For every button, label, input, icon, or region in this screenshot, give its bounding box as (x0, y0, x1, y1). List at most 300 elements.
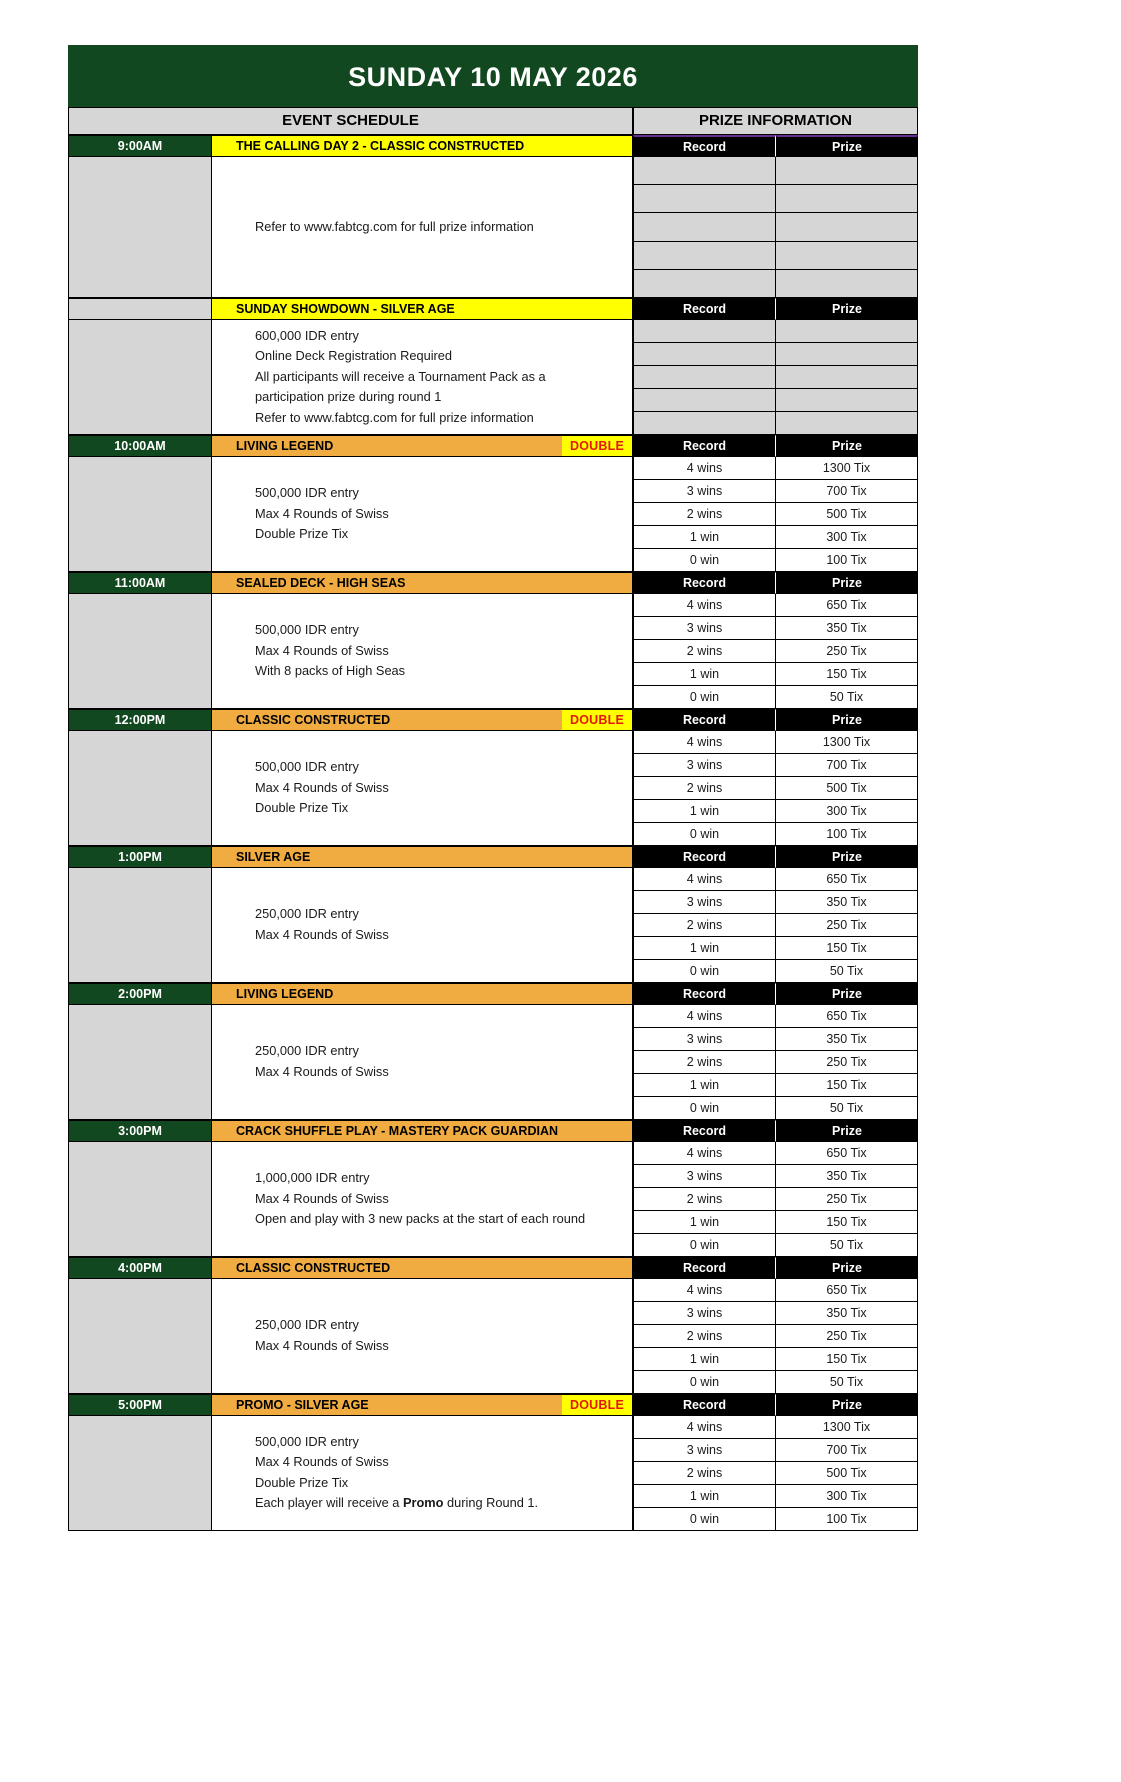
event-description-line: With 8 packs of High Seas (255, 663, 406, 679)
event-description (211, 868, 633, 983)
prize-row (633, 389, 918, 412)
event-body (68, 1279, 633, 1394)
event-schedule-cell (68, 983, 633, 1120)
events-container (68, 135, 918, 1531)
prize-table-header (633, 1120, 918, 1142)
prize-row (633, 754, 918, 777)
prize-row (633, 1462, 918, 1485)
record-value (633, 213, 776, 241)
record-value (633, 389, 776, 412)
prize-row (633, 868, 918, 891)
record-value: 4 wins (633, 868, 776, 891)
record-value (633, 157, 776, 185)
prize-value (776, 320, 918, 343)
prize-column-header: Prize (776, 1257, 918, 1279)
prize-row (633, 320, 918, 343)
record-column-header: Record (633, 572, 776, 594)
double-prize-badge: DOUBLE (562, 710, 632, 730)
event-time: 5:00PM (68, 1394, 211, 1416)
record-value: 4 wins (633, 1416, 776, 1439)
event-body (68, 594, 633, 709)
event-description-line: Open and play with 3 new packs at the start of each round (255, 1211, 586, 1227)
event-name-banner (211, 435, 633, 457)
prize-value: 500 Tix (776, 503, 918, 526)
event-description-line: All participants will receive a Tournament Pack as a (255, 368, 546, 384)
prize-value: 50 Tix (776, 686, 918, 709)
prize-value: 1300 Tix (776, 1416, 918, 1439)
event-description (211, 320, 633, 435)
event-description-line: Max 4 Rounds of Swiss (255, 505, 389, 521)
event-time: 4:00PM (68, 1257, 211, 1279)
prize-value: 150 Tix (776, 937, 918, 960)
prize-value: 350 Tix (776, 1028, 918, 1051)
prize-value: 500 Tix (776, 1462, 918, 1485)
record-value: 2 wins (633, 503, 776, 526)
event-description-line: 250,000 IDR entry (255, 906, 359, 922)
prize-value: 50 Tix (776, 1234, 918, 1257)
record-value (633, 412, 776, 435)
record-value: 0 win (633, 960, 776, 983)
record-value: 3 wins (633, 1028, 776, 1051)
prize-row (633, 663, 918, 686)
prize-row (633, 823, 918, 846)
event-time: 10:00AM (68, 435, 211, 457)
event-description (211, 1416, 633, 1531)
record-value: 0 win (633, 1097, 776, 1120)
record-value: 1 win (633, 1211, 776, 1234)
event-description (211, 1142, 633, 1257)
prize-value: 100 Tix (776, 549, 918, 572)
event-time: 3:00PM (68, 1120, 211, 1142)
prize-row (633, 213, 918, 241)
prize-column-header: Prize (776, 435, 918, 457)
record-column-header: Record (633, 135, 776, 157)
prize-value: 250 Tix (776, 1325, 918, 1348)
event-body (68, 320, 633, 435)
prize-value (776, 366, 918, 389)
prize-row (633, 1485, 918, 1508)
event-headline (68, 1394, 633, 1416)
prize-row (633, 1005, 918, 1028)
prize-information-cell (633, 435, 918, 572)
prize-row (633, 1302, 918, 1325)
event-name-label: SEALED DECK - HIGH SEAS (236, 575, 406, 590)
prize-value (776, 213, 918, 241)
event-headline (68, 435, 633, 457)
prize-table-header (633, 709, 918, 731)
prize-row (633, 457, 918, 480)
event-name-banner (211, 1120, 633, 1142)
prize-row (633, 777, 918, 800)
event-time-spacer (68, 1142, 211, 1257)
event-description-line: Max 4 Rounds of Swiss (255, 1337, 389, 1353)
prize-row (633, 503, 918, 526)
prize-row (633, 1325, 918, 1348)
record-value: 0 win (633, 549, 776, 572)
event-description-line: Max 4 Rounds of Swiss (255, 642, 389, 658)
event-schedule-cell (68, 1257, 633, 1394)
event-description-line: 1,000,000 IDR entry (255, 1170, 370, 1186)
prize-column-header: Prize (776, 846, 918, 868)
record-value: 1 win (633, 526, 776, 549)
record-value (633, 343, 776, 366)
record-column-header: Record (633, 298, 776, 320)
event-time-spacer (68, 457, 211, 572)
prize-value: 100 Tix (776, 1508, 918, 1531)
prize-row (633, 526, 918, 549)
prize-row (633, 891, 918, 914)
event-block (68, 1257, 918, 1394)
event-description-line: Double Prize Tix (255, 800, 349, 816)
event-name-label: CRACK SHUFFLE PLAY - MASTERY PACK GUARDIAN (236, 1123, 559, 1138)
record-value: 4 wins (633, 731, 776, 754)
prize-value: 150 Tix (776, 1211, 918, 1234)
record-value: 2 wins (633, 640, 776, 663)
prize-value: 250 Tix (776, 1188, 918, 1211)
prize-table-header (633, 846, 918, 868)
event-block (68, 572, 918, 709)
event-description-line: 500,000 IDR entry (255, 622, 359, 638)
prize-information-cell (633, 572, 918, 709)
event-body (68, 157, 633, 298)
event-name-label: CLASSIC CONSTRUCTED (236, 1260, 391, 1275)
event-block (68, 1394, 918, 1531)
event-schedule-cell (68, 1120, 633, 1257)
event-headline (68, 135, 633, 157)
prize-table-header (633, 983, 918, 1005)
event-description (211, 1005, 633, 1120)
prize-value: 100 Tix (776, 823, 918, 846)
event-time-spacer (68, 868, 211, 983)
prize-row (633, 800, 918, 823)
event-name-banner (211, 135, 633, 157)
event-name-banner (211, 1257, 633, 1279)
event-block (68, 435, 918, 572)
record-value: 3 wins (633, 480, 776, 503)
prize-value: 1300 Tix (776, 731, 918, 754)
event-time-spacer (68, 320, 211, 435)
prize-row (633, 1234, 918, 1257)
prize-value: 700 Tix (776, 1439, 918, 1462)
event-time: 9:00AM (68, 135, 211, 157)
prize-column-header: Prize (776, 709, 918, 731)
event-name-label: THE CALLING DAY 2 - CLASSIC CONSTRUCTED (236, 139, 525, 153)
prize-value: 150 Tix (776, 1348, 918, 1371)
prize-table-header (633, 572, 918, 594)
event-description-line: Double Prize Tix (255, 1474, 349, 1490)
prize-value: 650 Tix (776, 1005, 918, 1028)
prize-row (633, 1416, 918, 1439)
prize-row (633, 185, 918, 213)
record-value: 4 wins (633, 1142, 776, 1165)
prize-value (776, 242, 918, 270)
prize-value: 350 Tix (776, 617, 918, 640)
event-description-line: Max 4 Rounds of Swiss (255, 1190, 389, 1206)
prize-row (633, 1508, 918, 1531)
prize-row (633, 1371, 918, 1394)
prize-row (633, 1142, 918, 1165)
prize-value: 650 Tix (776, 1142, 918, 1165)
prize-value (776, 343, 918, 366)
prize-information-cell (633, 1394, 918, 1531)
record-value: 3 wins (633, 891, 776, 914)
prize-table-header (633, 435, 918, 457)
event-name-label: PROMO - SILVER AGE (236, 1397, 369, 1412)
event-description-line: Online Deck Registration Required (255, 348, 453, 364)
event-description-line: Refer to www.fabtcg.com for full prize information (255, 409, 534, 425)
event-time (68, 298, 211, 320)
prize-column-header: Prize (776, 1394, 918, 1416)
record-value: 0 win (633, 823, 776, 846)
event-headline (68, 572, 633, 594)
prize-table-header (633, 298, 918, 320)
prize-table-header (633, 135, 918, 157)
event-name-label: SILVER AGE (236, 849, 311, 864)
prize-row (633, 157, 918, 185)
event-schedule-cell (68, 435, 633, 572)
prize-information-cell (633, 983, 918, 1120)
prize-value: 650 Tix (776, 594, 918, 617)
event-body (68, 457, 633, 572)
event-headline (68, 983, 633, 1005)
record-column-header: Record (633, 435, 776, 457)
prize-row (633, 242, 918, 270)
event-description (211, 594, 633, 709)
record-value: 1 win (633, 800, 776, 823)
record-value: 4 wins (633, 1279, 776, 1302)
event-body (68, 1416, 633, 1531)
prize-row (633, 1188, 918, 1211)
event-schedule-cell (68, 1394, 633, 1531)
prize-value: 150 Tix (776, 663, 918, 686)
record-value (633, 366, 776, 389)
event-headline (68, 709, 633, 731)
prize-value: 150 Tix (776, 1074, 918, 1097)
event-description (211, 1279, 633, 1394)
prize-row (633, 1348, 918, 1371)
prize-row (633, 366, 918, 389)
column-header-row (68, 107, 918, 135)
event-description-line: Double Prize Tix (255, 526, 349, 542)
event-time: 2:00PM (68, 983, 211, 1005)
event-body (68, 731, 633, 846)
event-name-banner (211, 1394, 633, 1416)
prize-value: 650 Tix (776, 868, 918, 891)
event-description-line: Max 4 Rounds of Swiss (255, 926, 389, 942)
record-value: 1 win (633, 1074, 776, 1097)
record-value: 1 win (633, 937, 776, 960)
record-value: 1 win (633, 1348, 776, 1371)
prize-row (633, 1051, 918, 1074)
prize-value: 700 Tix (776, 754, 918, 777)
event-body (68, 1005, 633, 1120)
record-column-header: Record (633, 709, 776, 731)
event-time: 12:00PM (68, 709, 211, 731)
prize-row (633, 960, 918, 983)
prize-information-cell (633, 1257, 918, 1394)
prize-value: 300 Tix (776, 800, 918, 823)
record-column-header: Record (633, 846, 776, 868)
prize-row (633, 270, 918, 298)
record-value: 1 win (633, 1485, 776, 1508)
event-body (68, 868, 633, 983)
record-value: 2 wins (633, 1188, 776, 1211)
event-description (211, 157, 633, 298)
event-schedule-cell (68, 709, 633, 846)
record-value: 4 wins (633, 594, 776, 617)
record-column-header: Record (633, 983, 776, 1005)
schedule-sheet (68, 45, 918, 1531)
event-name-label: LIVING LEGEND (236, 986, 334, 1001)
prize-row (633, 1097, 918, 1120)
prize-value: 300 Tix (776, 1485, 918, 1508)
record-value: 0 win (633, 1508, 776, 1531)
prize-row (633, 1211, 918, 1234)
event-description (211, 731, 633, 846)
page-title: SUNDAY 10 MAY 2026 (68, 45, 918, 107)
event-time-spacer (68, 731, 211, 846)
prize-value: 1300 Tix (776, 457, 918, 480)
record-value: 3 wins (633, 754, 776, 777)
record-value: 2 wins (633, 914, 776, 937)
event-headline (68, 1257, 633, 1279)
event-time-spacer (68, 157, 211, 298)
event-name-banner (211, 846, 633, 868)
prize-value: 250 Tix (776, 640, 918, 663)
prize-row (633, 914, 918, 937)
prize-row (633, 549, 918, 572)
record-value: 0 win (633, 686, 776, 709)
event-description-line: Max 4 Rounds of Swiss (255, 779, 389, 795)
prize-information-column-header: PRIZE INFORMATION (633, 107, 918, 135)
prize-value: 650 Tix (776, 1279, 918, 1302)
event-description-line: 500,000 IDR entry (255, 485, 359, 501)
prize-information-cell (633, 1120, 918, 1257)
event-description (211, 457, 633, 572)
record-value (633, 185, 776, 213)
event-block (68, 135, 918, 298)
prize-column-header: Prize (776, 983, 918, 1005)
event-name-banner (211, 298, 633, 320)
event-description-line: participation prize during round 1 (255, 389, 442, 405)
record-value: 4 wins (633, 1005, 776, 1028)
prize-value: 50 Tix (776, 1371, 918, 1394)
prize-row (633, 1439, 918, 1462)
prize-value: 250 Tix (776, 1051, 918, 1074)
prize-value: 500 Tix (776, 777, 918, 800)
event-block (68, 709, 918, 846)
record-value (633, 270, 776, 298)
record-value: 2 wins (633, 1462, 776, 1485)
prize-column-header: Prize (776, 572, 918, 594)
record-column-header: Record (633, 1120, 776, 1142)
event-description-line: 500,000 IDR entry (255, 759, 359, 775)
record-column-header: Record (633, 1257, 776, 1279)
prize-row (633, 412, 918, 435)
event-schedule-cell (68, 572, 633, 709)
prize-value (776, 389, 918, 412)
double-prize-badge: DOUBLE (562, 436, 632, 456)
prize-value (776, 270, 918, 298)
prize-row (633, 1074, 918, 1097)
event-description-line: Each player will receive a Promo during Round 1. (255, 1495, 539, 1511)
prize-row (633, 1028, 918, 1051)
event-time: 11:00AM (68, 572, 211, 594)
event-name-label: CLASSIC CONSTRUCTED (236, 712, 391, 727)
prize-row (633, 640, 918, 663)
record-value: 3 wins (633, 1165, 776, 1188)
prize-row (633, 594, 918, 617)
event-description-line: Refer to www.fabtcg.com for full prize information (255, 218, 534, 234)
event-description-line: 500,000 IDR entry (255, 1433, 359, 1449)
event-time-spacer (68, 594, 211, 709)
event-time-spacer (68, 1279, 211, 1394)
event-time-spacer (68, 1005, 211, 1120)
prize-value: 300 Tix (776, 526, 918, 549)
event-name-banner (211, 572, 633, 594)
event-block (68, 1120, 918, 1257)
prize-row (633, 1279, 918, 1302)
event-headline (68, 846, 633, 868)
record-value: 3 wins (633, 1302, 776, 1325)
prize-value (776, 412, 918, 435)
prize-column-header: Prize (776, 1120, 918, 1142)
prize-information-cell (633, 298, 918, 435)
event-description-line: Max 4 Rounds of Swiss (255, 1063, 389, 1079)
prize-value: 50 Tix (776, 960, 918, 983)
prize-table-header (633, 1257, 918, 1279)
prize-value: 350 Tix (776, 1165, 918, 1188)
event-schedule-column-header: EVENT SCHEDULE (68, 107, 633, 135)
record-value (633, 242, 776, 270)
event-headline (68, 1120, 633, 1142)
prize-information-cell (633, 135, 918, 298)
prize-information-cell (633, 846, 918, 983)
event-block (68, 846, 918, 983)
event-schedule-cell (68, 135, 633, 298)
prize-row (633, 480, 918, 503)
event-description-line: 250,000 IDR entry (255, 1043, 359, 1059)
prize-row (633, 731, 918, 754)
prize-row (633, 1165, 918, 1188)
event-schedule-cell (68, 846, 633, 983)
record-value: 1 win (633, 663, 776, 686)
event-name-label: LIVING LEGEND (236, 438, 334, 453)
event-description-line: 600,000 IDR entry (255, 327, 359, 343)
prize-value: 250 Tix (776, 914, 918, 937)
prize-value: 50 Tix (776, 1097, 918, 1120)
prize-column-header: Prize (776, 298, 918, 320)
record-value: 3 wins (633, 1439, 776, 1462)
prize-table-header (633, 1394, 918, 1416)
record-value: 2 wins (633, 1051, 776, 1074)
double-prize-badge: DOUBLE (562, 1395, 632, 1415)
prize-column-header: Prize (776, 135, 918, 157)
prize-value (776, 157, 918, 185)
event-block (68, 298, 918, 435)
record-value: 2 wins (633, 1325, 776, 1348)
prize-row (633, 937, 918, 960)
event-description-line: 250,000 IDR entry (255, 1317, 359, 1333)
prize-value (776, 185, 918, 213)
record-value: 0 win (633, 1371, 776, 1394)
record-column-header: Record (633, 1394, 776, 1416)
event-block (68, 983, 918, 1120)
prize-information-cell (633, 709, 918, 846)
event-headline (68, 298, 633, 320)
event-body (68, 1142, 633, 1257)
event-name-label: SUNDAY SHOWDOWN - SILVER AGE (236, 301, 455, 316)
